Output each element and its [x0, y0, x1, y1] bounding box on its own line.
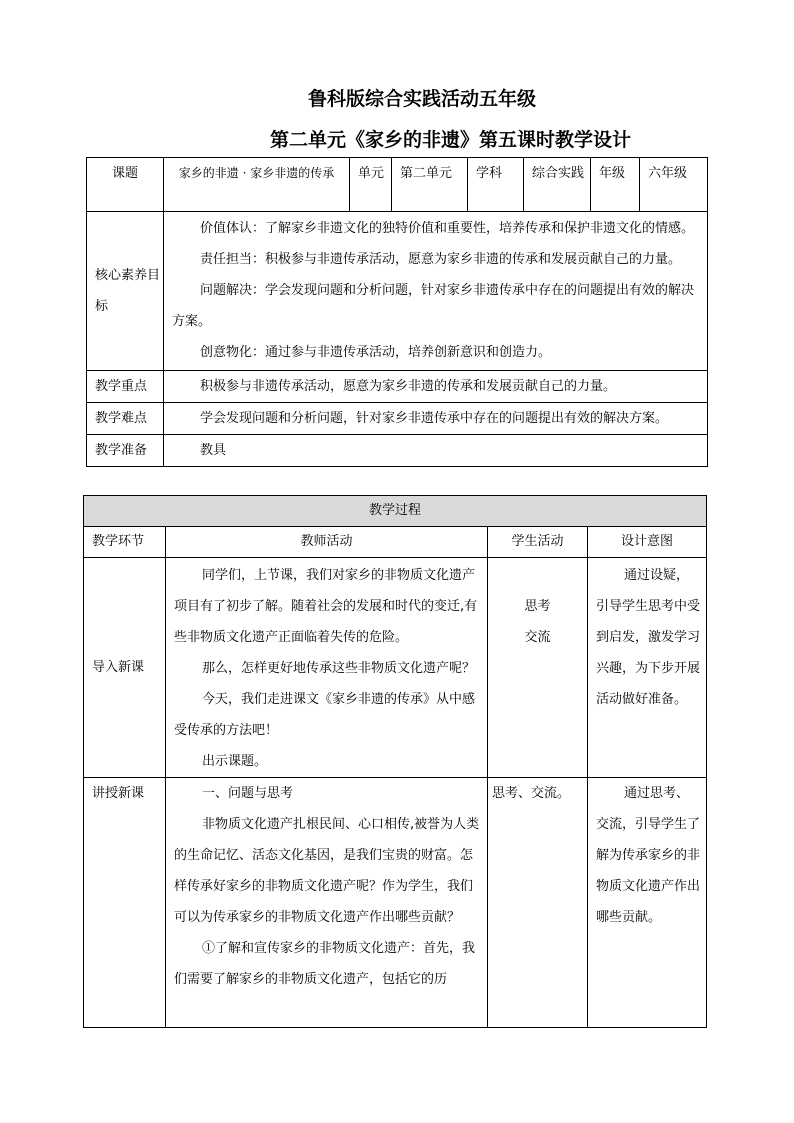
teacher-new-p1: 一、问题与思考 — [202, 786, 294, 801]
teacher-intro-p3: 今天，我们走进课文《家乡非遗的传承》从中感受传承的方法吧！ — [174, 692, 476, 738]
topic-value: 家乡的非遗 · 家乡非遗的传承 — [164, 158, 350, 212]
process-header-row — [84, 527, 707, 558]
prep-label: 教学准备 — [87, 435, 164, 467]
document-subtitle: 第二单元《家乡的非遗》第五课时教学设计 — [270, 129, 632, 151]
student-intro-exchange: 交流 — [524, 630, 551, 645]
stage-intro: 导入新课 — [84, 558, 166, 778]
document-title: 鲁科版综合实践活动五年级 — [307, 88, 536, 110]
teacher-new — [166, 778, 488, 1028]
teacher-intro-p1: 同学们，上节课，我们对家乡的非物质文化遗产项目有了初步了解。随着社会的发展和时代的变迁,有些非物质文化遗产正面临着失传的危险。 — [174, 568, 478, 645]
difficult-label: 教学难点 — [87, 403, 164, 435]
process-row-new — [84, 778, 707, 1028]
teacher-intro-p4: 出示课题。 — [202, 754, 268, 769]
goal-value: 价值体认：了解家乡非遗文化的独特价值和重要性，培养传承和保护非遗文化的情感。 — [200, 221, 695, 236]
intent-new: 通过思考、交流，引导学生了解为传承家乡的非物质文化遗产作出哪些贡献。 — [588, 778, 707, 1028]
col-header-stage: 教学环节 — [84, 527, 166, 558]
prep-value: 教具 — [164, 435, 708, 467]
intent-intro: 通过设疑，引导学生思考中受到启发，激发学习兴趣，为下步开展活动做好准备。 — [588, 558, 707, 778]
student-new: 思考、交流。 — [488, 778, 588, 1028]
key-value: 积极参与非遗传承活动，愿意为家乡非遗的传承和发展贡献自己的力量。 — [164, 371, 708, 403]
teacher-new-p3: ①了解和宣传家乡的非物质文化遗产：首先，我们需要了解家乡的非物质文化遗产，包括它的历 — [174, 941, 476, 987]
topic-label: 课题 — [87, 158, 164, 212]
unit-label: 单元 — [350, 158, 392, 212]
teacher-intro — [166, 558, 488, 778]
teacher-new-p2: 非物质文化遗产扎根民间、心口相传,被誉为人类的生命记忆、活态文化基因，是我们宝贵的财富。怎样传承好家乡的非物质文化遗产呢？作为学生，我们可以为传承家乡的非物质文化遗产作出哪些贡献？ — [174, 817, 480, 925]
process-table — [83, 495, 707, 1028]
stage-new: 讲授新课 — [84, 778, 166, 1028]
info-row-difficult — [87, 403, 708, 435]
goals-content — [164, 212, 708, 371]
grade-label: 年级 — [591, 158, 640, 212]
grade-value: 六年级 — [640, 158, 708, 212]
student-intro-think: 思考 — [524, 599, 551, 614]
goal-responsibility: 责任担当：积极参与非遗传承活动，愿意为家乡非遗的传承和发展贡献自己的力量。 — [200, 252, 682, 267]
unit-value: 第二单元 — [392, 158, 468, 212]
goal-problem-solving: 问题解决：学会发现问题和分析问题，针对家乡非遗传承中存在的问题提出有效的解决方案。 — [172, 283, 695, 329]
student-intro — [488, 558, 588, 778]
process-title: 教学过程 — [84, 496, 707, 527]
col-header-teacher: 教师活动 — [166, 527, 488, 558]
key-label: 教学重点 — [87, 371, 164, 403]
subject-value: 综合实践 — [524, 158, 591, 212]
info-row-goals — [87, 212, 708, 371]
col-header-intent: 设计意图 — [588, 527, 707, 558]
subject-label: 学科 — [468, 158, 524, 212]
info-table — [86, 157, 708, 467]
info-row-prep — [87, 435, 708, 467]
info-row-key — [87, 371, 708, 403]
process-row-intro — [84, 558, 707, 778]
info-row-topic — [87, 158, 708, 212]
teacher-intro-p2: 那么，怎样更好地传承这些非物质文化遗产呢？ — [202, 661, 476, 676]
goals-label: 核心素养目标 — [87, 212, 164, 371]
difficult-value: 学会发现问题和分析问题，针对家乡非遗传承中存在的问题提出有效的解决方案。 — [164, 403, 708, 435]
col-header-student: 学生活动 — [488, 527, 588, 558]
goal-creativity: 创意物化：通过参与非遗传承活动，培养创新意识和创造力。 — [200, 345, 552, 360]
